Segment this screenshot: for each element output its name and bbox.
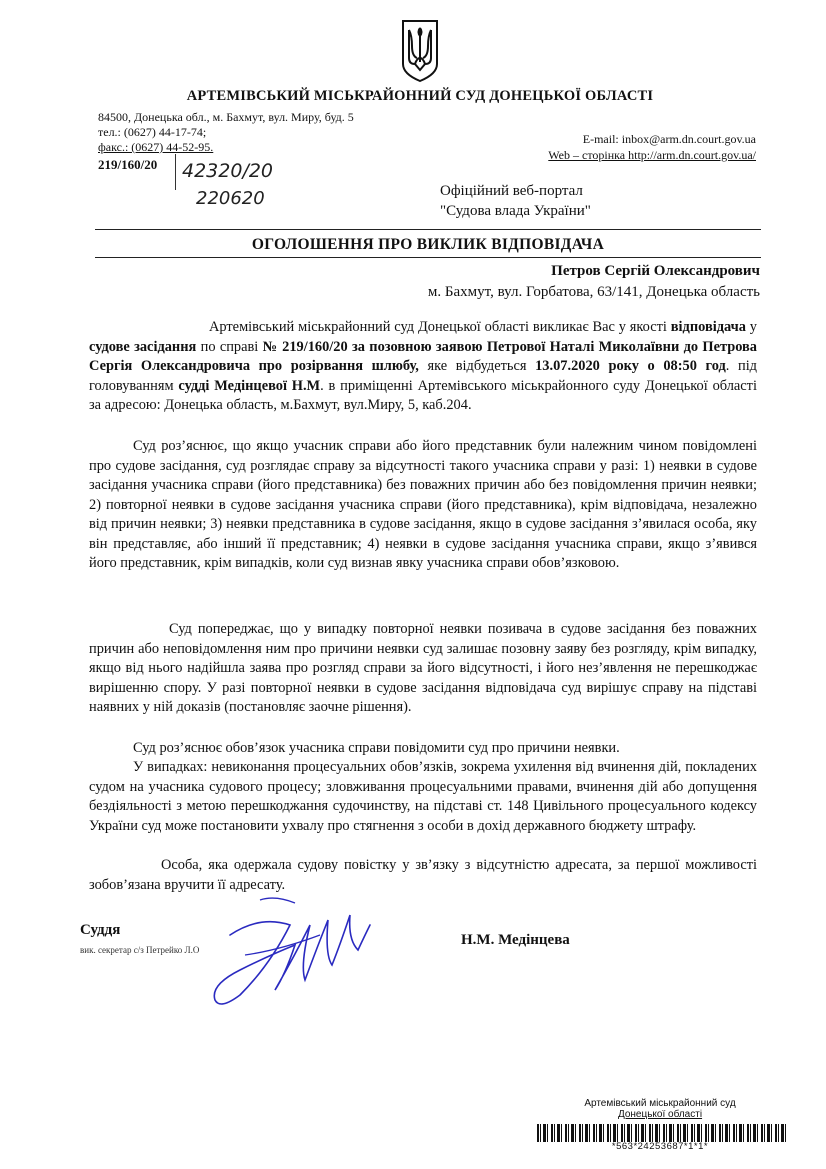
warning-paragraph: Суд попереджає, що у випадку повторної неявки позивача в судове засідання без поважних причин або неповідомлення ним про причини неявки суд залишає позовну заяву без розгляду, крім випадку, якщо від нього надійшла заява про розгляд справи за його відсутності, і його нез’явлення не перешкоджає вирішенню спору. У разі повторної неявки в судове засідання відповідача суд вирішує справу на підставі наявних у ній доказів (постановляє заочне рішення).: [89, 621, 757, 715]
barcode-icon: [537, 1124, 787, 1142]
penalty-paragraph: У випадках: невиконання процесуальних обов’язків, зокрема ухилення від вчинення дій, покладених судом на учасника судового процесу; зловживання процесуальними правами, вчинення дій або допущення бездіяльності з метою перешкоджання судочинству, на підставі ст. 148 Цивільного процесуального кодексу України суд може постановити ухвалу про стягнення з особи в дохід державного бюджету штрафу.: [89, 759, 757, 834]
court-phone: тел.: (0627) 44-17-74;: [98, 125, 207, 139]
divider-top: [95, 229, 761, 230]
court-fax: факс.: (0627) 44-52-95.: [98, 140, 214, 154]
divider-heading: [95, 257, 761, 258]
portal-title: "Судова влада України": [440, 203, 591, 219]
judge-name: Н.М. Медінцева: [461, 932, 570, 948]
delivery-paragraph: Особа, яка одержала судову повістку у зв’язку з відсутністю адресата, за першої можливості зобов’язана вручити її адресату.: [89, 857, 757, 893]
obligation-paragraph: Суд роз’яснює обов’язок учасника справи повідомити суд про причини неявки.: [133, 740, 620, 756]
footer-court-stamp: Артемівський міськрайонний суд Донецької області: [584, 1098, 736, 1120]
court-email: E-mail: inbox@arm.dn.court.gov.ua: [582, 132, 756, 146]
case-number: 219/160/20: [98, 157, 158, 172]
secretary-note: вик. секретар с/з Петрейко Л.О: [80, 945, 200, 955]
barcode-number: *563*24253687*1*1*: [611, 1141, 709, 1152]
coat-of-arms-icon: [399, 18, 441, 84]
handwritten-mark-line: [175, 154, 177, 190]
document-heading: ОГОЛОШЕННЯ ПРО ВИКЛИК ВІДПОВІДАЧА: [251, 236, 605, 253]
absence-rules-paragraph: Суд роз’яснює, що якщо учасник справи або його представник були належним чином повідомлені про судове засідання, суд розглядає справу за відсутності такого учасника справи у разі: 1) неявки в судове засідання учасника справи (його представника) без поважних причин або без повідомлення причин неявки; 2) повторної неявки в судове засідання учасника справи (його представника), крім відповідача, незалежно від причин неявки; 3) неявки представника в судове засідання, якщо в судове засідання з’явилася особа, яку він представляє, або інший її представник; 4) неявки в судове засідання учасника справи, якщо з’явився його представник, крім випадків, коли суд визнав явку учасника справи обов’язковою.: [89, 438, 757, 571]
court-address: 84500, Донецька обл., м. Бахмут, вул. Миру, буд. 5: [98, 110, 354, 124]
court-title: АРТЕМІВСЬКИЙ МІСЬКРАЙОННИЙ СУД ДОНЕЦЬКОЇ ОБЛАСТІ: [186, 88, 654, 104]
signature-label: Суддя: [80, 922, 121, 938]
respondent-name: Петров Сергій Олександрович: [551, 263, 760, 279]
summons-paragraph: Артемівський міськрайонний суд Донецької області викликає Вас у якості відповідача у судове засідання по справі № 219/160/20 за позовною заявою Петрової Наталі Миколаївни до Петрова Сергія Олександровича про розірвання шлюбу, яке відбудеться 13.07.2020 року о 08:50 год. під головуванням судді Медінцевої Н.М. в приміщенні Артемівського міськрайонного суду Донецької області за адресою: Донецька область, м.Бахмут, вул.Миру, 5, каб.204.: [89, 319, 758, 413]
respondent-address: м. Бахмут, вул. Горбатова, 63/141, Донецька область: [427, 284, 760, 300]
handwritten-date: 220620: [196, 188, 265, 209]
court-website: Web – сторінка http://arm.dn.court.gov.ua/: [548, 148, 756, 162]
portal-name: Офіційний веб-портал: [440, 183, 583, 199]
judge-signature-icon: [200, 895, 375, 1015]
handwritten-registration-number: 42320/20: [182, 160, 274, 182]
